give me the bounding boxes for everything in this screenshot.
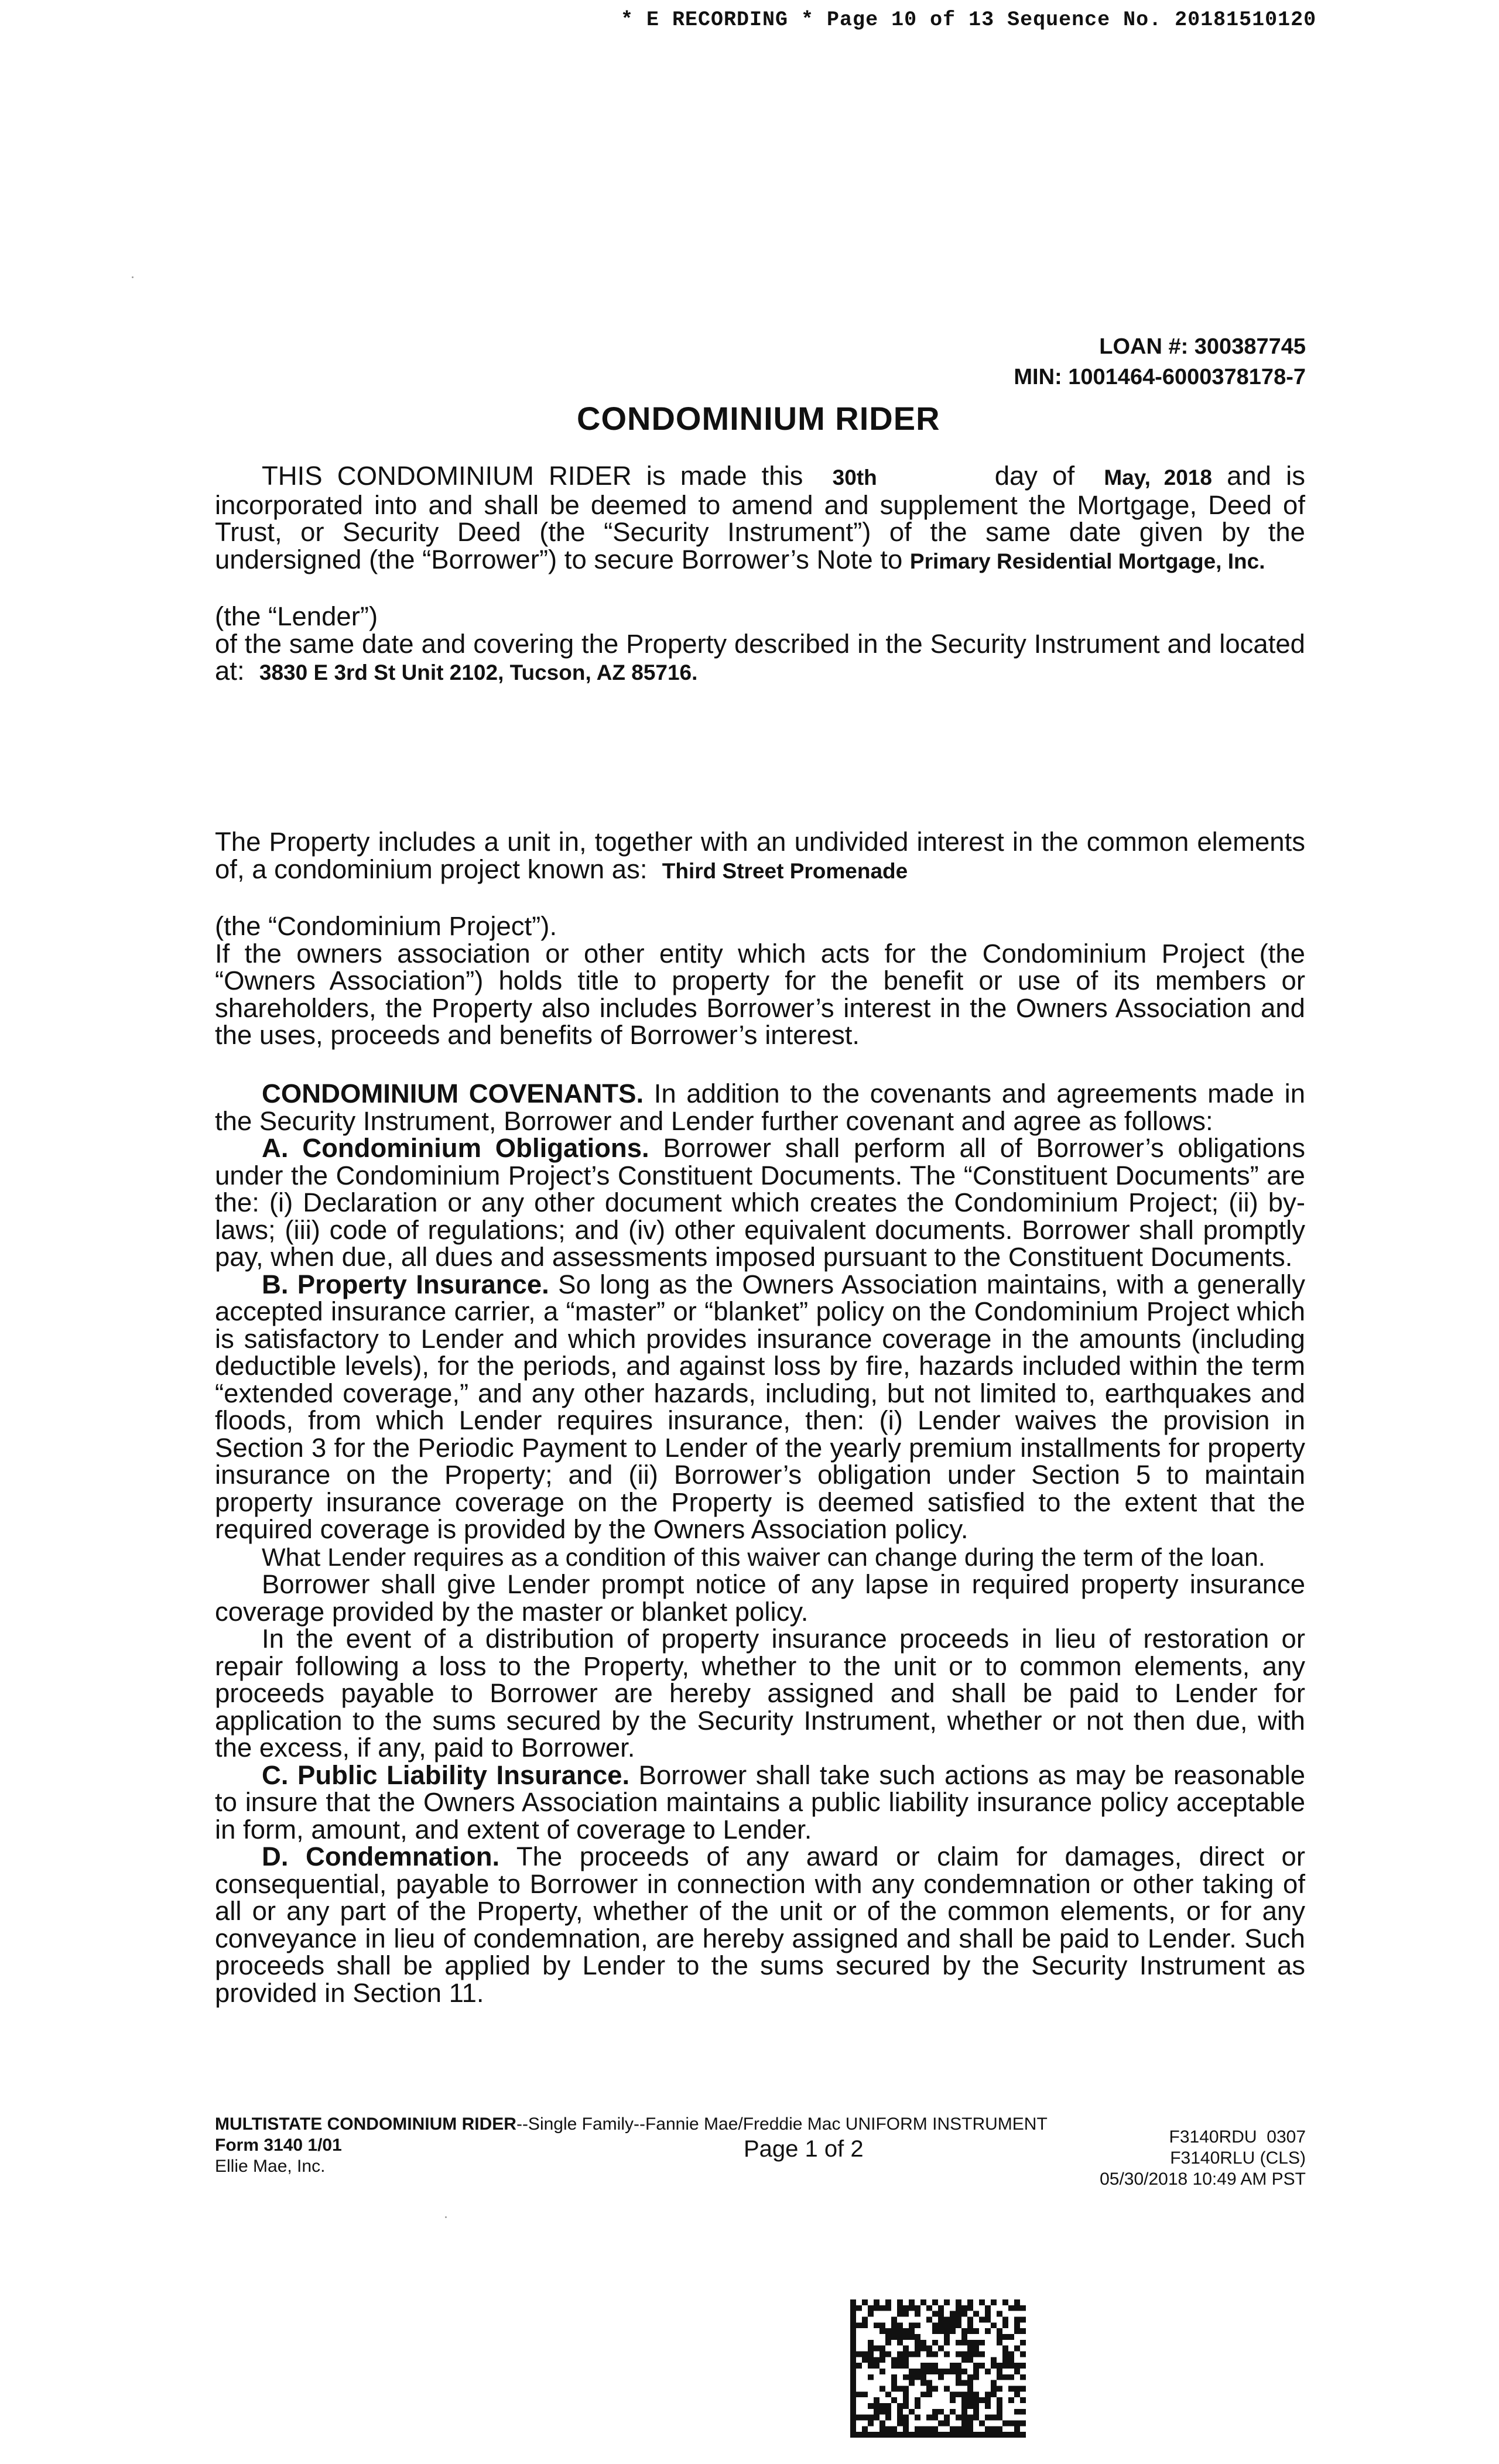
scan-speck <box>445 2216 447 2218</box>
covenant-a-text: Borrower shall perform all of Borrower’s obligations under the Condominium Project’s Constituent Documents. The “Constituent Documents” are the: (i) Declaration or any other document which creates the Condominium Project; (ii) by-laws; (iii) code of regulations; and (iv) other equivalent documents. Borrower shall promptly pay, when due, all dues and assessments imposed pursuant to the Constituent Documents. <box>215 1133 1305 1272</box>
form-number: Form 3140 1/01 <box>215 2136 342 2155</box>
loan-number: LOAN #: 300387745 <box>1099 334 1306 359</box>
loan-info <box>1014 331 1306 392</box>
recording-header: * E RECORDING * Page 10 of 13 Sequence No. 20181510120 <box>621 8 1317 32</box>
form-footer <box>215 2114 1048 2177</box>
rider-day: 30th <box>832 466 877 490</box>
form-codes <box>1100 2127 1306 2190</box>
property-text: The Property includes a unit in, together with an undivided interest in the common elements of, a condominium project known as: <box>215 827 1305 884</box>
form-code-2: F3140RLU (CLS) <box>1170 2148 1306 2168</box>
company-name: Ellie Mae, Inc. <box>215 2157 326 2176</box>
covenant-b-proceeds: In the event of a distribution of property insurance proceeds in lieu of restoration or repair following a loss to the Property, whether to the unit or to common elements, any proceeds payable to Borrower are hereby assigned and shall be paid to Lender for application to the sums secured by the Security Instrument, whether or not then due, with the excess, if any, paid to Borrower. <box>215 1624 1305 1763</box>
form-subtitle: --Single Family--Fannie Mae/Freddie Mac UNIFORM INSTRUMENT <box>516 2114 1048 2134</box>
intro-text-located: of the same date and covering the Property described in the Security Instrument and located at: <box>215 628 1305 686</box>
property-address: 3830 E 3rd St Unit 2102, Tucson, AZ 85716. <box>259 661 698 685</box>
min-number: MIN: 1001464-6000378178-7 <box>1014 365 1306 389</box>
covenant-c-heading: C. Public Liability Insurance. <box>262 1760 630 1790</box>
lender-suffix: (the “Lender”) <box>215 601 378 631</box>
datamatrix-barcode <box>850 2299 1026 2438</box>
intro-text-day-of: day of <box>994 461 1075 491</box>
scan-speck <box>132 276 134 278</box>
covenant-b-heading: B. Property Insurance. <box>262 1269 549 1299</box>
covenant-d-heading: D. Condemnation. <box>262 1842 500 1871</box>
intro-text-body: and is incorporated into and shall be deemed to amend and supplement the Mortgage, Deed of Trust, or Security Deed (the “Security Instrument”) of the same date given by the undersigned (the “Borrower”) to secure Borrower’s Note to <box>215 461 1305 574</box>
covenants-intro: In addition to the covenants and agreements made in the Security Instrument, Borrower and Lender further covenant and agree as follows: <box>215 1079 1305 1136</box>
covenant-b-waiver: What Lender requires as a condition of this waiver can change during the term of the loan. <box>262 1543 1265 1572</box>
property-paragraph <box>215 829 1305 1049</box>
covenant-b-notice: Borrower shall give Lender prompt notice of any lapse in required property insurance coverage provided by the master or blanket policy. <box>215 1569 1305 1627</box>
intro-text: THIS CONDOMINIUM RIDER is made this <box>262 461 803 491</box>
covenant-a-heading: A. Condominium Obligations. <box>262 1133 649 1163</box>
covenant-c-text: Borrower shall take such actions as may be reasonable to insure that the Owners Association maintains a public liability insurance policy acceptable in form, amount, and extent of coverage to Lender. <box>215 1760 1305 1844</box>
covenant-b-text: So long as the Owners Association maintains, with a generally accepted insurance carrier, a “master” or “blanket” policy on the Condominium Project which is satisfactory to Lender and which provides insurance coverage in the amounts (including deductible levels), for the periods, and against loss by fire, hazards included within the term “extended coverage,” and any other hazards, including, but not limited to, earthquakes and floods, from which Lender requires insurance, then: (i) Lender waives the provision in Section 3 for the Periodic Payment to Lender of the yearly premium installments for property insurance on the Property; and (ii) Borrower’s obligation under Section 5 to maintain property insurance coverage on the Property is deemed satisfied to the extent that the required coverage is provided by the Owners Association policy. <box>215 1269 1305 1544</box>
covenants-heading: CONDOMINIUM COVENANTS. <box>262 1079 644 1108</box>
page-number: Page 1 of 2 <box>744 2136 864 2162</box>
form-title: MULTISTATE CONDOMINIUM RIDER <box>215 2114 516 2134</box>
covenants-section <box>215 1080 1305 2007</box>
project-name: Third Street Promenade <box>662 858 908 883</box>
owners-association-text: If the owners association or other entity which acts for the Condominium Project (the “Owners Association”) holds title to property for the benefit or use of its members or shareholders, the Property also includes Borrower’s interest in the Owners Association and the uses, proceeds and benefits of Borrower’s interest. <box>215 938 1305 1050</box>
intro-paragraph <box>215 463 1305 687</box>
project-suffix: (the “Condominium Project”). <box>215 911 557 941</box>
covenant-d-text: The proceeds of any award or claim for damages, direct or consequential, payable to Borrower in connection with any condemnation or other taking of all or any part of the Property, whether of the unit or of the common elements, or for any conveyance in lieu of condemnation, are hereby assigned and shall be paid to Lender. Such proceeds shall be applied by Lender to the sums secured by the Security Instrument as provided in Section 11. <box>215 1842 1305 2008</box>
form-code-1: F3140RDU 0307 <box>1169 2127 1306 2147</box>
print-timestamp: 05/30/2018 10:49 AM PST <box>1100 2169 1306 2189</box>
lender-name: Primary Residential Mortgage, Inc. <box>909 549 1265 573</box>
page-title: CONDOMINIUM RIDER <box>577 400 940 437</box>
rider-month-year: May, 2018 <box>1104 466 1212 490</box>
